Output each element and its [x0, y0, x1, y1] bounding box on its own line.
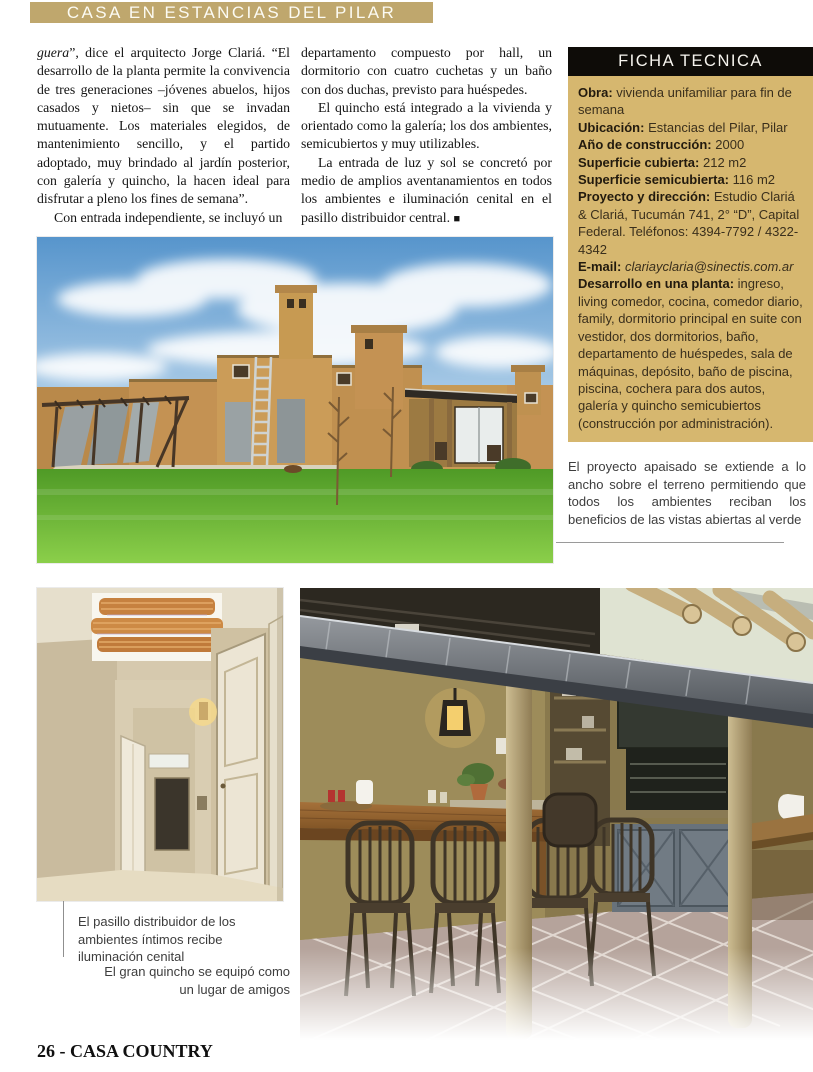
caption-project-extends: El proyecto apaisado se extiende a lo ancho sobre el terreno permitiendo que todos los ambientes reciban los beneficios de las vistas abiertas al verde [568, 459, 806, 527]
chair-behind-table [544, 794, 596, 846]
ficha-entry [578, 154, 803, 171]
ficha-entry [578, 84, 803, 119]
ficha-entry-label: Proyecto y dirección: [578, 189, 711, 205]
quincho-photo [300, 588, 813, 1040]
end-of-article-mark: ■ [453, 212, 461, 225]
page-title: CASA EN ESTANCIAS DEL PILAR [66, 2, 397, 22]
ficha-tecnica-box [568, 47, 813, 442]
wall-switch [496, 738, 506, 754]
article-column-2 [301, 44, 552, 228]
paragraph-text: La entrada de luz y sol se concretó por medio de amplios aventanamientos en todos los ambientes e iluminación cenital en el pasillo distribuidor central. [301, 154, 552, 225]
hallway-illustration [37, 588, 283, 901]
ficha-tecnica-header [568, 47, 813, 76]
porch [405, 389, 531, 477]
ficha-tecnica-title: FICHA TECNICA [618, 52, 763, 70]
ficha-entry-value: 212 m2 [703, 154, 747, 170]
ficha-entry [578, 136, 803, 153]
ficha-entry-label: Año de construcción: [578, 137, 712, 153]
italic-lead-word: guera [37, 45, 70, 60]
page-footer: 26 - CASA COUNTRY [37, 1041, 213, 1061]
caption-rule [63, 901, 64, 957]
ficha-entry [578, 275, 803, 432]
ficha-entry [578, 171, 803, 188]
end-door [155, 778, 189, 850]
ficha-entry-label: E-mail: [578, 259, 622, 275]
caption-quincho: El gran quincho se equipó como un lugar de amigos [104, 964, 290, 997]
article-paragraph: Con entrada independiente, se incluyó un [54, 209, 283, 225]
quincho-illustration [300, 588, 813, 1040]
article-paragraph: El quincho está integrado a la vivienda y orientado como la galería; los dos ambientes, semicubiertos y muy utilizables. [301, 99, 552, 152]
house-exterior-illustration [37, 237, 553, 563]
ficha-entry [578, 258, 803, 275]
ficha-entry-value: 2000 [715, 137, 745, 153]
ficha-entry-value: Estudio Clariá & Clariá, Tucumán 741, 2° “D”, Capital Federal. Teléfonos: 4394-7792 / 4322-4342 [578, 189, 800, 257]
page-title-bar [30, 2, 433, 23]
red-glass [328, 790, 335, 802]
caption-hallway: El pasillo distribuidor de los ambientes íntimos recibe iluminación cenital [78, 914, 236, 964]
doorknob [221, 784, 226, 789]
air-conditioner [149, 754, 189, 768]
ficha-entry-label: Ubicación: [578, 119, 645, 135]
hallway-photo [37, 588, 283, 901]
ficha-entry-value: ingreso, living comedor, cocina, comedor diario, family, dormitorio principal en suite con vestidor, dos dormitorios, baño, departamento de huéspedes, sala de máquinas, depósito, baño de piscina, piscina, cochera para dos autos, galería y quincho semicubiertos (construcción por administración). [578, 276, 803, 431]
paragraph-text: ”, dice el arquitecto Jorge Clariá. “El desarrollo de la planta permite la convivencia de tres generaciones –jóvenes abuelos, hijos casados y nietos– sin que se invadan mutuamente. Los materiales elegidos, de mantenimiento sencillo, y el partido adoptado, muy brindado al jardín posterior, con galería y quincho, la hacen ideal para disfrutar a pleno los fines de semana”. [37, 45, 290, 207]
ficha-entry-label: Superficie cubierta: [578, 154, 700, 170]
ficha-entry-label: Superficie semicubierta: [578, 172, 729, 188]
wall-sconce [199, 702, 208, 720]
main-house-photo [37, 237, 553, 563]
article-column-1 [37, 44, 290, 227]
woven-basket-light-diffusers [91, 598, 223, 652]
article-paragraph [37, 44, 290, 209]
photo-fade [300, 948, 813, 1040]
small-dog [284, 465, 302, 473]
table-pitcher [356, 780, 373, 804]
article-paragraph: departamento compuesto por hall, un dormitorio con cuatro cuchetas y un baño con dos duchas, previsto para huéspedes. [301, 45, 552, 97]
ficha-entry-value: vivienda unifamiliar para fin de semana [578, 85, 792, 118]
ficha-entry [578, 188, 803, 258]
ficha-entry-value: Estancias del Pilar, Pilar [648, 119, 788, 135]
ficha-entry-label: Obra: [578, 85, 613, 100]
ficha-tecnica-entries [568, 76, 813, 442]
ficha-entry [578, 119, 803, 136]
red-glass [338, 790, 345, 802]
ficha-entry-value: clariayclaria@sinectis.com.ar [624, 259, 794, 275]
divider-rule [556, 542, 784, 543]
article-paragraph [301, 154, 552, 228]
wall-lantern [425, 688, 485, 748]
wall-frame [197, 796, 207, 810]
ficha-entry-value: 116 m2 [732, 172, 776, 188]
ficha-entry-label: Desarrollo en una planta: [578, 276, 735, 292]
